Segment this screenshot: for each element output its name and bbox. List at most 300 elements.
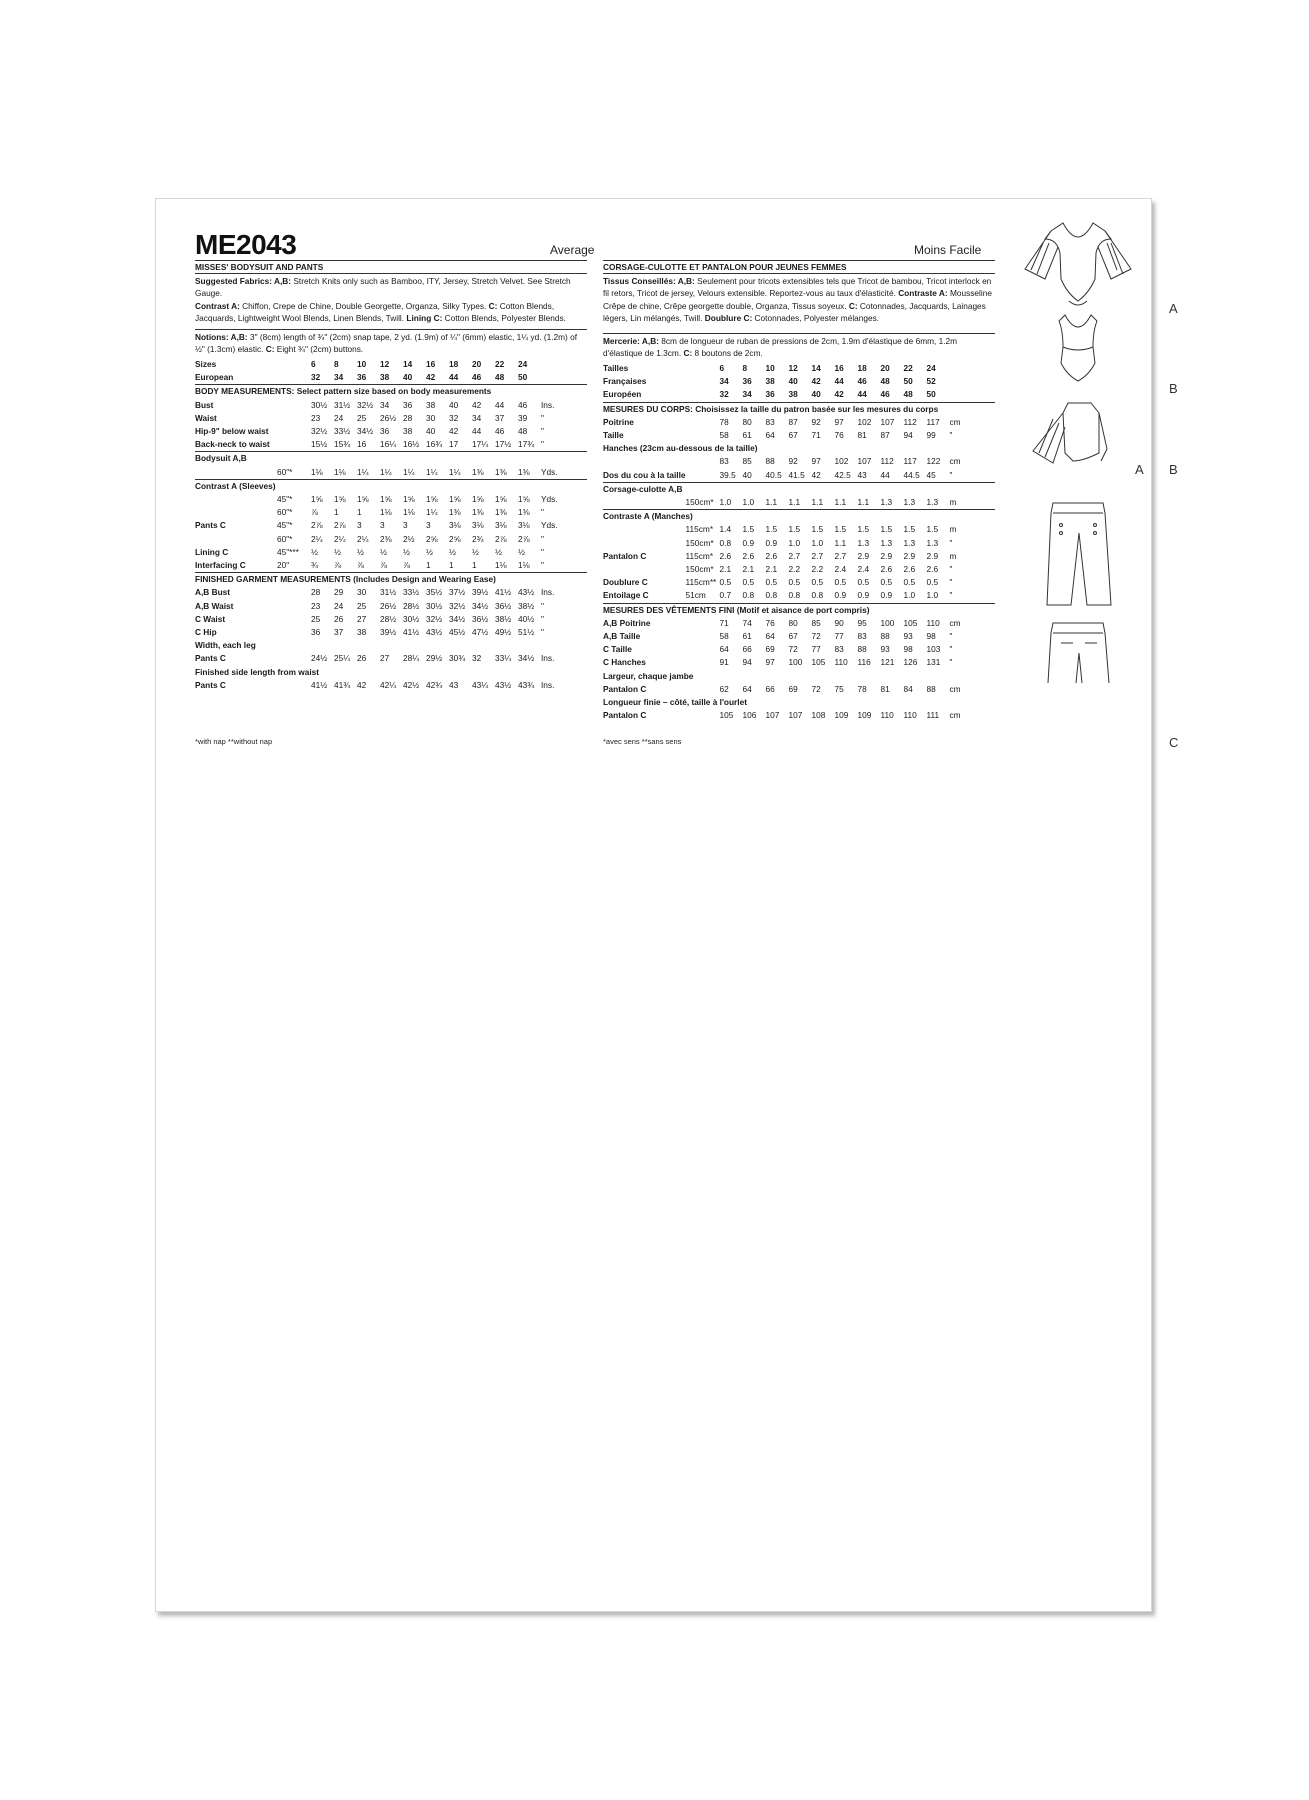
table-row — [603, 709, 995, 722]
row-label: Françaises — [603, 376, 647, 387]
table-cell: 1⅜ — [518, 466, 530, 477]
table-row — [195, 546, 587, 559]
table-cell: 47½ — [472, 627, 489, 638]
table-row — [195, 533, 587, 546]
table-cell: 1.1 — [765, 497, 778, 508]
row-fabric-width — [686, 429, 720, 442]
table-cell: 24 — [926, 363, 936, 373]
row-unit: cm — [949, 456, 961, 467]
table-row — [603, 550, 995, 563]
row-label: Interfacing C — [195, 560, 246, 571]
footnote-en: *with nap **without nap — [195, 737, 273, 746]
table-cell: 1.3 — [903, 497, 916, 508]
table-cell: 1⅜ — [449, 507, 461, 518]
fabrics-text: Stretch Knits only such as Bamboo, ITY, Jersey, Stretch Velvet. See Stretch Gauge. — [195, 276, 571, 299]
table-cell: 0.5 — [857, 577, 870, 588]
table-cell: 34 — [334, 372, 344, 383]
row-unit: " — [541, 412, 544, 423]
table-cell: 105 — [719, 710, 734, 721]
row-label: Européen — [603, 389, 642, 400]
table-cell: 0.9 — [834, 590, 847, 601]
table-cell: ⅞ — [311, 507, 318, 518]
table-cell: 1.5 — [857, 524, 870, 535]
table-cell: 1 — [449, 560, 454, 571]
table-cell: 1⅝ — [311, 494, 323, 505]
table-cell: 43 — [449, 679, 459, 690]
table-cell: 35½ — [426, 587, 443, 598]
row-label: Poitrine — [603, 416, 634, 427]
table-cell: 1¼ — [426, 507, 438, 518]
table-cell: 1.0 — [742, 497, 755, 508]
table-cell: 103 — [926, 644, 941, 655]
table-cell: 1 — [426, 560, 431, 571]
table-cell: 121 — [880, 657, 895, 668]
table-cell: 105 — [811, 657, 826, 668]
table-cell: 12 — [380, 359, 390, 369]
row-unit: m — [949, 524, 957, 535]
table-cell: ½ — [449, 546, 456, 557]
table-cell: 2⅞ — [518, 533, 530, 544]
figure-label-a-back: A — [1135, 462, 1144, 477]
table-cell: 110 — [903, 710, 917, 721]
table-cell: 1.1 — [788, 497, 801, 508]
table-cell: 37 — [334, 627, 344, 638]
table-cell: 26 — [357, 653, 367, 664]
fabrics-label: Suggested Fabrics: A,B: — [195, 276, 292, 286]
notions-text: 8cm de longueur de ruban de pressions de 2cm, 1.9m d'élastique de 6mm, 1.2m d'élastique de 1.3cm. — [603, 336, 958, 359]
table-cell: 30 — [357, 587, 367, 598]
table-cell: 28 — [403, 412, 413, 423]
table-cell: 38½ — [518, 600, 535, 611]
table-cell: 1⅛ — [518, 560, 530, 571]
contrast-text: Chiffon, Crepe de Chine, Double Georgette, Organza, Silky Types. — [239, 300, 489, 311]
lining-text: Cotton Blends, Polyester Blends. — [442, 313, 566, 324]
table-cell: 2.4 — [834, 564, 847, 575]
table-cell: 40½ — [518, 613, 535, 624]
table-cell: ½ — [311, 546, 318, 557]
row-label — [603, 496, 686, 510]
table-cell: 64 — [742, 683, 752, 694]
table-row — [603, 683, 995, 696]
table-cell: 1.5 — [811, 524, 824, 535]
table-cell: 1⅝ — [357, 494, 369, 505]
table-cell: 44 — [857, 389, 867, 400]
table-row — [603, 696, 995, 709]
table-cell: 25 — [357, 412, 367, 423]
table-cell: 67 — [788, 631, 798, 642]
table-cell: 1.3 — [880, 537, 893, 548]
row-unit: " — [949, 644, 953, 655]
c-text: Cotonnades, Jacquards, Lainages légers, Lin mélangés, Twill. — [603, 300, 986, 324]
table-cell: 42 — [426, 372, 436, 383]
table-cell: 16 — [834, 363, 844, 373]
table-row — [603, 537, 995, 550]
row-label: C Taille — [603, 644, 632, 655]
size-chart-fr — [603, 362, 995, 722]
table-cell: 3⅛ — [518, 520, 530, 531]
row-label: MESURES DES VÊTEMENTS FINI (Motif et aisance de port compris) — [603, 603, 995, 617]
table-cell: 22 — [495, 359, 505, 369]
row-fabric-width — [277, 399, 311, 412]
notions-c-text: 8 boutons de 2cm. — [692, 348, 763, 359]
table-row — [195, 479, 587, 493]
table-cell: 2.2 — [788, 564, 801, 575]
table-cell: 24 — [334, 412, 344, 423]
table-cell: 117 — [903, 456, 917, 467]
table-row — [603, 523, 995, 536]
table-cell: 32 — [311, 372, 321, 383]
table-cell: 3 — [357, 520, 362, 531]
table-cell: 3 — [380, 520, 385, 531]
table-cell: 0.5 — [788, 577, 801, 588]
row-label: Pantalon C — [603, 683, 647, 694]
table-cell: 1⅝ — [380, 494, 392, 505]
table-cell: 41½ — [311, 679, 328, 690]
row-unit: m — [949, 497, 957, 508]
c-label: C: — [488, 300, 498, 311]
table-cell: 2.9 — [880, 550, 893, 561]
row-label: Hip-9" below waist — [195, 426, 269, 437]
table-cell: 1⅝ — [403, 494, 415, 505]
table-cell: 3 — [426, 520, 431, 531]
table-cell: 76 — [834, 430, 844, 441]
table-cell: 38½ — [495, 613, 512, 624]
contrast-text: Mousseline Crêpe de chine, Crêpe georgette double, Organza, Tissus soyeux. — [603, 288, 992, 311]
table-cell: 2¼ — [334, 533, 346, 544]
table-cell: 17¼ — [472, 439, 489, 450]
row-label: Contrast A (Sleeves) — [195, 479, 587, 493]
table-cell: 0.9 — [742, 537, 755, 548]
row-fabric-width — [277, 652, 311, 665]
table-cell: 2.9 — [903, 550, 916, 561]
table-cell: 40 — [426, 426, 436, 437]
table-cell: 1⅜ — [495, 507, 507, 518]
table-cell: 15¾ — [334, 439, 351, 450]
table-cell: 83 — [857, 631, 867, 642]
table-cell: 23 — [311, 600, 321, 611]
table-cell: 111 — [926, 710, 940, 721]
row-unit: " — [541, 600, 544, 611]
table-cell: 30½ — [403, 613, 420, 624]
row-fabric-width: 45"* — [277, 494, 293, 505]
table-row — [195, 573, 587, 587]
row-label: Bust — [195, 399, 214, 410]
table-cell: 1⅛ — [380, 507, 392, 518]
table-cell: 2.7 — [788, 550, 801, 561]
row-fabric-width: 45"*** — [277, 546, 299, 557]
table-cell: 12 — [788, 363, 798, 373]
row-fabric-width — [686, 388, 720, 402]
table-cell: 16½ — [403, 439, 420, 450]
c-label: C: — [848, 300, 858, 311]
table-cell: 39.5 — [719, 469, 736, 480]
row-unit: " — [949, 590, 953, 601]
row-label: Pants C — [195, 520, 226, 531]
table-cell: 0.9 — [880, 590, 893, 601]
row-fabric-width: 150cm* — [685, 497, 714, 508]
notions-label: Mercerie: A,B: — [603, 336, 659, 346]
row-unit: cm — [949, 617, 961, 628]
table-row — [603, 362, 995, 375]
table-cell: 0.5 — [880, 577, 893, 588]
table-cell: 90 — [834, 617, 844, 628]
table-cell: 1.1 — [834, 497, 847, 508]
table-cell: 43½ — [426, 627, 443, 638]
table-cell: 16¼ — [380, 439, 397, 450]
contrast-label: Contraste A: — [898, 288, 948, 299]
table-cell: 105 — [903, 617, 918, 628]
row-label: Corsage-culotte A,B — [603, 482, 995, 496]
table-cell: 1.0 — [719, 497, 732, 508]
row-label: Hanches (23cm au-dessous de la taille) — [603, 443, 758, 454]
table-cell: 81 — [880, 683, 890, 694]
table-cell: 99 — [926, 430, 936, 441]
table-cell: 38 — [380, 372, 390, 383]
divider — [603, 333, 995, 334]
row-fabric-width — [277, 371, 311, 385]
table-cell: 3⅛ — [449, 520, 461, 531]
table-cell: 67 — [788, 430, 798, 441]
table-cell: 29½ — [426, 653, 443, 664]
table-row — [603, 375, 995, 388]
table-cell: 58 — [719, 631, 729, 642]
table-cell: 17½ — [495, 439, 512, 450]
row-label — [195, 533, 277, 546]
row-fabric-width — [277, 626, 311, 639]
table-cell: ⅞ — [357, 560, 364, 571]
row-label: Pantalon C — [603, 710, 647, 721]
row-unit: cm — [949, 683, 961, 694]
row-unit: cm — [949, 710, 961, 721]
table-cell: 43½ — [495, 679, 512, 690]
table-cell: 64 — [719, 644, 729, 655]
table-cell: 6 — [311, 359, 316, 369]
table-cell: 18 — [449, 359, 459, 369]
table-cell: 32 — [719, 389, 729, 400]
table-cell: 46 — [880, 389, 890, 400]
row-label: Taille — [603, 430, 624, 441]
table-cell: 2.6 — [926, 564, 939, 575]
table-row — [195, 586, 587, 599]
table-row — [195, 438, 587, 452]
table-cell: 66 — [742, 644, 752, 655]
table-cell: 98 — [903, 644, 913, 655]
row-label: A,B Waist — [195, 600, 234, 611]
divider — [195, 329, 587, 330]
table-cell: 97 — [834, 416, 844, 427]
table-cell: 44 — [834, 376, 844, 387]
table-cell: 83 — [719, 456, 729, 467]
row-label: Dos du cou à la taille — [603, 469, 686, 480]
table-cell: 20 — [472, 359, 482, 369]
table-cell: 0.9 — [765, 537, 778, 548]
table-cell: 38 — [426, 399, 436, 410]
table-cell: 2.9 — [857, 550, 870, 561]
row-label: Pants C — [195, 653, 226, 664]
table-cell: 61 — [742, 631, 752, 642]
table-cell: 1¼ — [449, 466, 461, 477]
table-cell: 33½ — [334, 426, 351, 437]
table-cell: 109 — [834, 710, 849, 721]
table-row — [195, 613, 587, 626]
table-cell: 100 — [880, 617, 895, 628]
table-cell: 42¼ — [380, 679, 397, 690]
table-cell: 83 — [834, 644, 844, 655]
table-cell: 16¾ — [426, 439, 443, 450]
table-cell: 110 — [834, 657, 848, 668]
table-cell: 1⅝ — [426, 494, 438, 505]
table-cell: 1.5 — [742, 524, 755, 535]
table-cell: 33¼ — [495, 653, 512, 664]
pattern-title-en: MISSES' BODYSUIT AND PANTS — [195, 262, 324, 272]
table-cell: 34½ — [449, 613, 466, 624]
table-cell: 1.0 — [811, 537, 824, 548]
row-unit: Ins. — [541, 587, 555, 598]
notions-c-label: C: — [265, 344, 275, 355]
table-cell: 44.5 — [903, 469, 920, 480]
table-cell: 95 — [857, 617, 867, 628]
table-cell: 0.8 — [719, 537, 732, 548]
row-label: Back-neck to waist — [195, 439, 270, 450]
table-cell: 62 — [719, 683, 729, 694]
table-cell: 36 — [380, 426, 390, 437]
table-cell: 0.5 — [903, 577, 916, 588]
table-cell: 2¼ — [357, 533, 369, 544]
table-cell: 2.4 — [857, 564, 870, 575]
table-cell: 131 — [926, 657, 941, 668]
row-fabric-width — [686, 709, 720, 722]
table-cell: 28½ — [403, 600, 420, 611]
row-unit: " — [949, 537, 953, 548]
table-row — [603, 388, 995, 402]
table-row — [195, 639, 587, 652]
row-fabric-width — [277, 438, 311, 452]
table-cell: ½ — [472, 546, 479, 557]
row-unit: Yds. — [541, 520, 558, 531]
table-cell: 116 — [857, 657, 871, 668]
table-cell: 25 — [311, 613, 321, 624]
table-cell: 2⅝ — [449, 533, 461, 544]
row-unit: " — [949, 564, 953, 575]
row-label — [603, 537, 686, 550]
table-cell: 2.1 — [742, 564, 755, 575]
divider — [603, 273, 995, 274]
table-cell: 1⅝ — [518, 494, 530, 505]
table-cell: 40 — [742, 469, 752, 480]
row-unit: " — [541, 560, 544, 571]
table-cell: 1.1 — [811, 497, 824, 508]
row-unit: Ins. — [541, 653, 555, 664]
table-cell: 0.8 — [811, 590, 824, 601]
row-label: A,B Poitrine — [603, 617, 651, 628]
pants-c-front-sketch — [1047, 503, 1111, 605]
table-cell: 0.7 — [719, 590, 732, 601]
bodysuit-back-sketch — [1033, 403, 1107, 463]
table-cell: 34 — [380, 399, 390, 410]
table-cell: 30½ — [426, 600, 443, 611]
table-cell: 43 — [857, 469, 867, 480]
table-cell: 107 — [765, 710, 780, 721]
table-cell: 48 — [880, 376, 890, 387]
table-cell: 50 — [926, 389, 936, 400]
table-cell: 1.3 — [926, 497, 939, 508]
table-cell: 36 — [742, 376, 752, 387]
table-cell: 41.5 — [788, 469, 805, 480]
table-cell: 126 — [903, 657, 918, 668]
table-cell: 117 — [926, 416, 940, 427]
table-row — [603, 469, 995, 483]
table-cell: 2.1 — [765, 564, 778, 575]
table-cell: 48 — [518, 426, 528, 437]
row-fabric-width: 115cm* — [685, 550, 714, 561]
table-cell: 2.7 — [811, 550, 824, 561]
row-unit: " — [949, 657, 953, 668]
row-label: European — [195, 372, 234, 383]
table-cell: 1.1 — [857, 497, 870, 508]
table-cell: 14 — [811, 363, 821, 373]
table-cell: 1¼ — [403, 466, 415, 477]
row-label: Pants C — [195, 679, 226, 690]
notions-en — [195, 331, 587, 356]
table-cell: 97 — [811, 456, 821, 467]
table-cell: 61 — [742, 430, 752, 441]
row-fabric-width: 51cm — [685, 590, 706, 601]
table-cell: 88 — [857, 644, 867, 655]
row-label: Tailles — [603, 363, 629, 373]
table-cell: 1⅛ — [403, 507, 415, 518]
table-cell: 41¾ — [334, 679, 351, 690]
table-cell: ½ — [357, 546, 364, 557]
row-label — [195, 466, 277, 480]
fabrics-label: Tissus Conseillés: A,B: — [603, 276, 695, 286]
table-cell: 2.9 — [926, 550, 939, 561]
table-row — [603, 429, 995, 442]
table-cell: ¾ — [311, 560, 318, 571]
fabrics-fr — [603, 275, 995, 325]
figure-label-a: A — [1169, 301, 1178, 316]
table-cell: 1⅝ — [495, 494, 507, 505]
row-fabric-width: 60"* — [277, 533, 293, 544]
table-cell: 91 — [719, 657, 729, 668]
table-cell: 1.3 — [926, 537, 939, 548]
table-cell: 2¼ — [311, 533, 323, 544]
row-label: C Hip — [195, 627, 217, 638]
table-cell: 32½ — [311, 426, 328, 437]
row-label: Entoilage C — [603, 590, 649, 601]
row-fabric-width: 45"* — [277, 520, 293, 531]
table-cell: 1⅜ — [472, 466, 484, 477]
table-cell: 39½ — [380, 627, 397, 638]
table-cell: 58 — [719, 430, 729, 441]
table-cell: 39½ — [472, 587, 489, 598]
table-cell: 42 — [449, 426, 459, 437]
table-cell: 77 — [834, 631, 844, 642]
table-cell: 0.5 — [719, 577, 732, 588]
table-cell: 1 — [472, 560, 477, 571]
table-row — [603, 416, 995, 429]
table-row — [603, 656, 995, 669]
table-cell: 26½ — [380, 412, 397, 423]
table-row — [195, 385, 587, 399]
table-cell: 37½ — [449, 587, 466, 598]
table-cell: 93 — [903, 631, 913, 642]
row-unit: Ins. — [541, 679, 555, 690]
table-cell: 83 — [765, 416, 775, 427]
row-unit: " — [949, 430, 953, 441]
table-cell: 85 — [742, 456, 752, 467]
table-cell: 17 — [449, 439, 459, 450]
table-cell: 43½ — [518, 587, 535, 598]
